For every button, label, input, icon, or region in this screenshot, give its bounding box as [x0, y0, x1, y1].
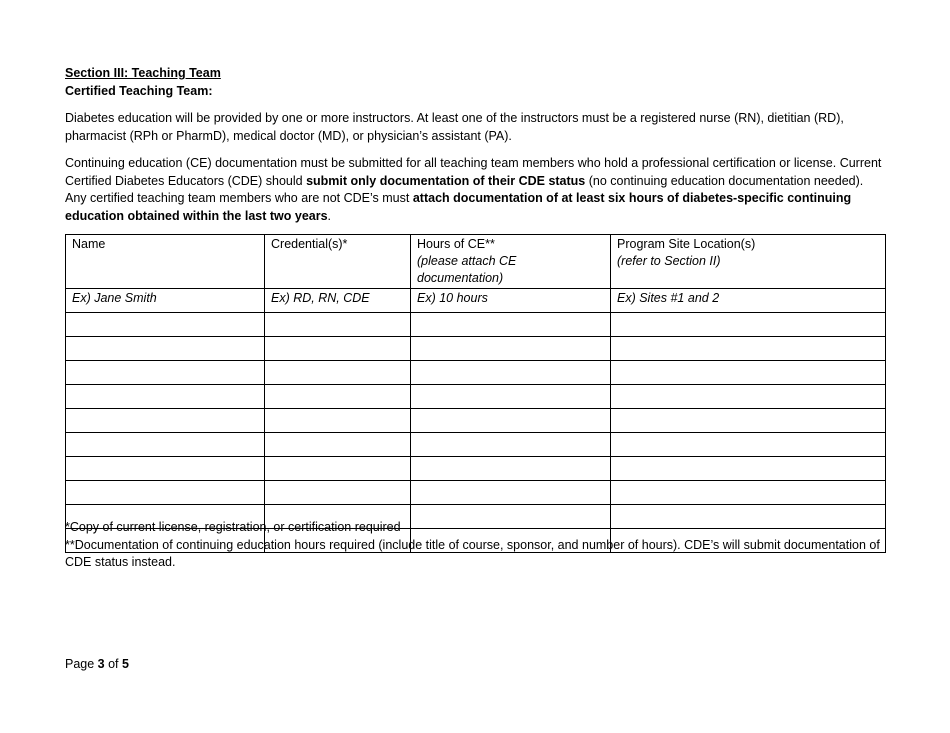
example-row	[66, 289, 886, 313]
example-hours: Ex) 10 hours	[411, 289, 611, 313]
header-site-note: (refer to Section II)	[617, 254, 721, 268]
intro-paragraph-2	[65, 155, 885, 225]
cell-name[interactable]	[66, 385, 265, 409]
page-footer	[65, 656, 129, 673]
teaching-team-table	[65, 234, 886, 553]
footnote-ce-hours: **Documentation of continuing education hours required (include title of course, sponsor, and number of hours). CDE’s will submit documentation of CDE status instead.	[65, 537, 880, 569]
cell-credentials[interactable]	[265, 337, 411, 361]
table-row	[66, 481, 886, 505]
cell-hours[interactable]	[411, 457, 611, 481]
cell-site[interactable]	[611, 433, 886, 457]
cell-name[interactable]	[66, 313, 265, 337]
cell-credentials[interactable]	[265, 457, 411, 481]
p2-text-c: (no continuing education documentation needed). Any certified teaching team members who are not CDE’s must	[65, 173, 864, 205]
cell-site[interactable]	[611, 481, 886, 505]
cell-name[interactable]	[66, 361, 265, 385]
section-title: Section III: Teaching Team	[65, 66, 221, 80]
header-hours-note: (please attach CE documentation)	[417, 254, 517, 285]
cell-hours[interactable]	[411, 481, 611, 505]
section-content	[65, 65, 885, 225]
cell-name[interactable]	[66, 337, 265, 361]
cell-site[interactable]	[611, 313, 886, 337]
cell-site[interactable]	[611, 361, 886, 385]
example-name: Ex) Jane Smith	[66, 289, 265, 313]
header-credentials: Credential(s)*	[265, 235, 411, 289]
table-row	[66, 337, 886, 361]
section-subtitle: Certified Teaching Team:	[65, 84, 213, 98]
cell-name[interactable]	[66, 433, 265, 457]
cell-credentials[interactable]	[265, 385, 411, 409]
example-credentials: Ex) RD, RN, CDE	[265, 289, 411, 313]
table-row	[66, 409, 886, 433]
cell-hours[interactable]	[411, 433, 611, 457]
table-row	[66, 457, 886, 481]
cell-site[interactable]	[611, 385, 886, 409]
cell-hours[interactable]	[411, 409, 611, 433]
table-row	[66, 313, 886, 337]
footnotes	[65, 519, 885, 572]
p2-text-a: Continuing education (CE) documentation must be submitted for all teaching team members who hold a professional certification or license. Current Certified Diabetes Educators (CDE) should	[65, 156, 882, 188]
cell-credentials[interactable]	[265, 433, 411, 457]
cell-credentials[interactable]	[265, 409, 411, 433]
table-row	[66, 361, 886, 385]
intro-paragraph-1: Diabetes education will be provided by one or more instructors. At least one of the instructors must be a registered nurse (RN), dietitian (RD), pharmacist (RPh or PharmD), medical doctor (MD), or physician’s assistant (PA).	[65, 111, 844, 143]
header-name: Name	[66, 235, 265, 289]
cell-credentials[interactable]	[265, 313, 411, 337]
page-of-label: of	[104, 657, 122, 671]
header-site	[611, 235, 886, 289]
table-row	[66, 433, 886, 457]
cell-hours[interactable]	[411, 385, 611, 409]
p2-text-e: .	[327, 208, 332, 223]
cell-name[interactable]	[66, 481, 265, 505]
footnote-credentials: *Copy of current license, registration, or certification required	[65, 520, 401, 534]
cell-name[interactable]	[66, 409, 265, 433]
cell-hours[interactable]	[411, 337, 611, 361]
header-hours-label: Hours of CE**	[417, 237, 495, 251]
cell-hours[interactable]	[411, 361, 611, 385]
p2-bold-ce-requirement: attach documentation of at least six hours of diabetes-specific continuing education obtained within the last two years	[65, 191, 852, 223]
page-number: 3	[97, 657, 105, 671]
page-label: Page	[65, 657, 98, 671]
cell-credentials[interactable]	[265, 361, 411, 385]
cell-credentials[interactable]	[265, 481, 411, 505]
cell-site[interactable]	[611, 409, 886, 433]
example-site: Ex) Sites #1 and 2	[611, 289, 886, 313]
cell-site[interactable]	[611, 457, 886, 481]
header-hours	[411, 235, 611, 289]
table-header-row	[66, 235, 886, 289]
cell-hours[interactable]	[411, 313, 611, 337]
table-row	[66, 385, 886, 409]
cell-name[interactable]	[66, 457, 265, 481]
p2-bold-cde-status: submit only documentation of their CDE status	[306, 173, 586, 188]
cell-site[interactable]	[611, 337, 886, 361]
page-total: 5	[122, 657, 129, 671]
header-site-label: Program Site Location(s)	[617, 237, 756, 251]
